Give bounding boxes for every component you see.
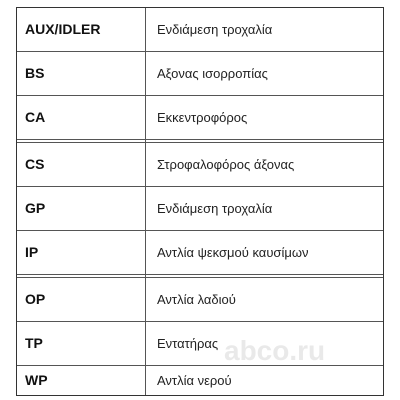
table-row bbox=[17, 143, 383, 186]
row-code: TP bbox=[25, 335, 43, 351]
row-description: Αντλία ψεκσμού καυσίμων bbox=[157, 245, 309, 260]
table-row bbox=[17, 52, 383, 95]
table-row bbox=[17, 96, 383, 139]
table-row bbox=[17, 8, 383, 51]
watermark-logo bbox=[220, 330, 330, 370]
row-code: OP bbox=[25, 291, 46, 307]
row-code: IP bbox=[25, 244, 39, 260]
table-row bbox=[17, 366, 383, 395]
row-description: Αντλία νερού bbox=[157, 373, 232, 388]
table-row bbox=[17, 278, 383, 321]
row-description: Στροφαλοφόρος άξονας bbox=[157, 157, 295, 172]
row-code: CS bbox=[25, 156, 45, 172]
row-code: GP bbox=[25, 200, 46, 216]
row-code: AUX/IDLER bbox=[25, 21, 101, 37]
row-description: Ενδιάμεση τροχαλία bbox=[157, 22, 273, 37]
row-description: Εκκεντροφόρος bbox=[157, 110, 248, 125]
row-code: CA bbox=[25, 109, 46, 125]
row-description: Αξονας ισορροπίας bbox=[157, 66, 268, 81]
watermark-text: abco.ru bbox=[224, 335, 326, 366]
row-description: Εντατήρας bbox=[157, 336, 219, 351]
row-description: Αντλία λαδιού bbox=[157, 292, 236, 307]
row-description: Ενδιάμεση τροχαλία bbox=[157, 201, 273, 216]
row-code: WP bbox=[25, 372, 48, 388]
table-row bbox=[17, 187, 383, 230]
table-row bbox=[17, 231, 383, 274]
row-code: BS bbox=[25, 65, 45, 81]
